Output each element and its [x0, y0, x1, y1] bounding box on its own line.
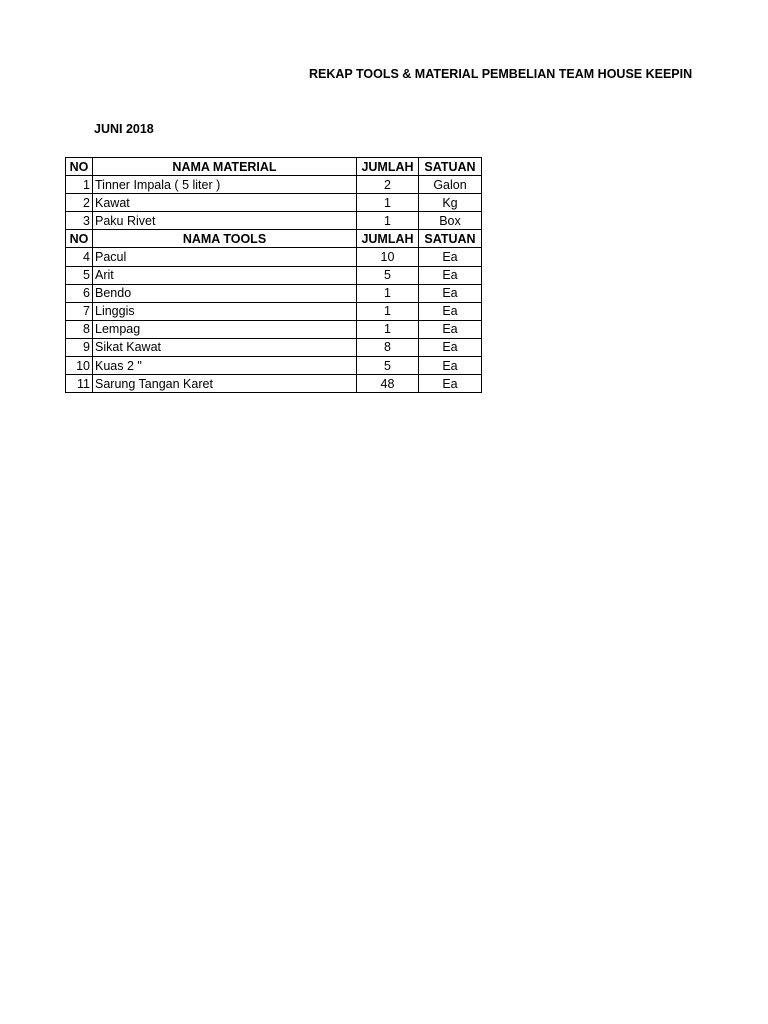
- row-unit: Ea: [419, 302, 482, 320]
- row-name: Kawat: [93, 194, 357, 212]
- header-qty: JUMLAH: [357, 230, 419, 248]
- table-row: [66, 266, 482, 284]
- row-unit: Ea: [419, 248, 482, 266]
- row-unit: Ea: [419, 266, 482, 284]
- table-row: [66, 338, 482, 356]
- row-unit: Ea: [419, 338, 482, 356]
- tools-header-row: [66, 230, 482, 248]
- table-row: [66, 284, 482, 302]
- header-no: NO: [66, 230, 93, 248]
- row-name: Tinner Impala ( 5 liter ): [93, 176, 357, 194]
- period-label: JUNI 2018: [94, 122, 154, 136]
- row-no: 3: [66, 212, 93, 230]
- row-qty: 8: [357, 338, 419, 356]
- row-no: 5: [66, 266, 93, 284]
- row-qty: 5: [357, 357, 419, 375]
- row-unit: Ea: [419, 375, 482, 393]
- table-row: [66, 194, 482, 212]
- table-row: [66, 375, 482, 393]
- row-unit: Ea: [419, 357, 482, 375]
- row-name: Sarung Tangan Karet: [93, 375, 357, 393]
- table-row: [66, 212, 482, 230]
- header-unit: SATUAN: [419, 158, 482, 176]
- table-row: [66, 357, 482, 375]
- row-no: 10: [66, 357, 93, 375]
- row-unit: Galon: [419, 176, 482, 194]
- table-row: [66, 302, 482, 320]
- row-qty: 5: [357, 266, 419, 284]
- header-tools-name: NAMA TOOLS: [93, 230, 357, 248]
- document-title: REKAP TOOLS & MATERIAL PEMBELIAN TEAM HOUSE KEEPIN: [309, 67, 693, 81]
- row-qty: 1: [357, 320, 419, 338]
- row-unit: Ea: [419, 320, 482, 338]
- row-qty: 1: [357, 212, 419, 230]
- table-row: [66, 320, 482, 338]
- row-qty: 48: [357, 375, 419, 393]
- row-name: Linggis: [93, 302, 357, 320]
- header-material-name: NAMA MATERIAL: [93, 158, 357, 176]
- row-qty: 1: [357, 302, 419, 320]
- row-name: Kuas 2 ": [93, 357, 357, 375]
- row-no: 9: [66, 338, 93, 356]
- table-row: [66, 176, 482, 194]
- header-unit: SATUAN: [419, 230, 482, 248]
- row-no: 4: [66, 248, 93, 266]
- table-row: [66, 248, 482, 266]
- row-no: 8: [66, 320, 93, 338]
- row-name: Pacul: [93, 248, 357, 266]
- row-qty: 1: [357, 194, 419, 212]
- row-no: 7: [66, 302, 93, 320]
- row-qty: 2: [357, 176, 419, 194]
- row-name: Lempag: [93, 320, 357, 338]
- row-unit: Box: [419, 212, 482, 230]
- row-no: 2: [66, 194, 93, 212]
- row-qty: 1: [357, 284, 419, 302]
- row-name: Sikat Kawat: [93, 338, 357, 356]
- row-unit: Ea: [419, 284, 482, 302]
- material-header-row: [66, 158, 482, 176]
- recap-table: [65, 157, 482, 393]
- row-name: Arit: [93, 266, 357, 284]
- row-no: 11: [66, 375, 93, 393]
- row-unit: Kg: [419, 194, 482, 212]
- header-no: NO: [66, 158, 93, 176]
- row-qty: 10: [357, 248, 419, 266]
- row-no: 1: [66, 176, 93, 194]
- row-name: Bendo: [93, 284, 357, 302]
- header-qty: JUMLAH: [357, 158, 419, 176]
- row-name: Paku Rivet: [93, 212, 357, 230]
- row-no: 6: [66, 284, 93, 302]
